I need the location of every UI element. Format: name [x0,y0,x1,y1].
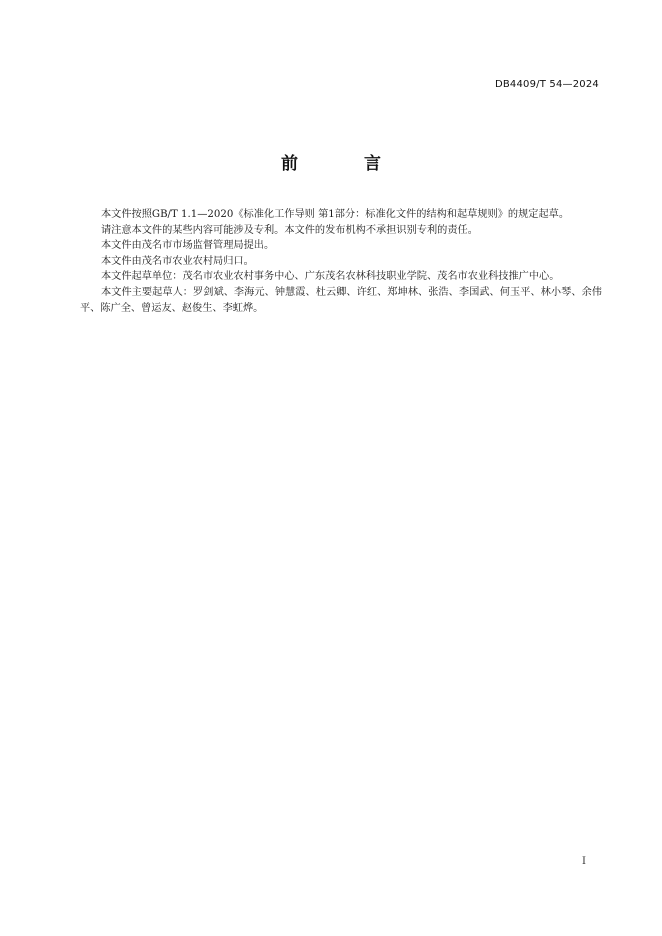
foreword-title: 前 言 [281,154,411,174]
paragraph-administrator: 本文件由茂名市农业农村局归口。 [101,255,254,267]
foreword-body [80,207,602,316]
paragraph-drafting-basis: 本文件按照GB/T 1.1—2020《标准化工作导则 第1部分：标准化文件的结构和起草规则》的规定起草。 [101,209,570,220]
document-code: DB4409/T 54—2024 [494,79,599,90]
paragraph-main-drafters: 本文件主要起草人：罗剑斌、李海元、钟慧霞、杜云卿、许红、郑坤林、张浩、李国武、何玉平、林小琴、余伟平、陈广全、曾运友、赵俊生、李虹烨。 [80,286,602,314]
paragraph-proposer: 本文件由茂名市市场监督管理局提出。 [101,240,275,252]
paragraph-drafting-units: 本文件起草单位：茂名市农业农村事务中心、广东茂名农林科技职业学院、茂名市农业科技推广中心。 [101,271,560,283]
page-number: I [582,856,586,867]
paragraph-patent-notice: 请注意本文件的某些内容可能涉及专利。本文件的发布机构不承担识别专利的责任。 [101,224,478,236]
